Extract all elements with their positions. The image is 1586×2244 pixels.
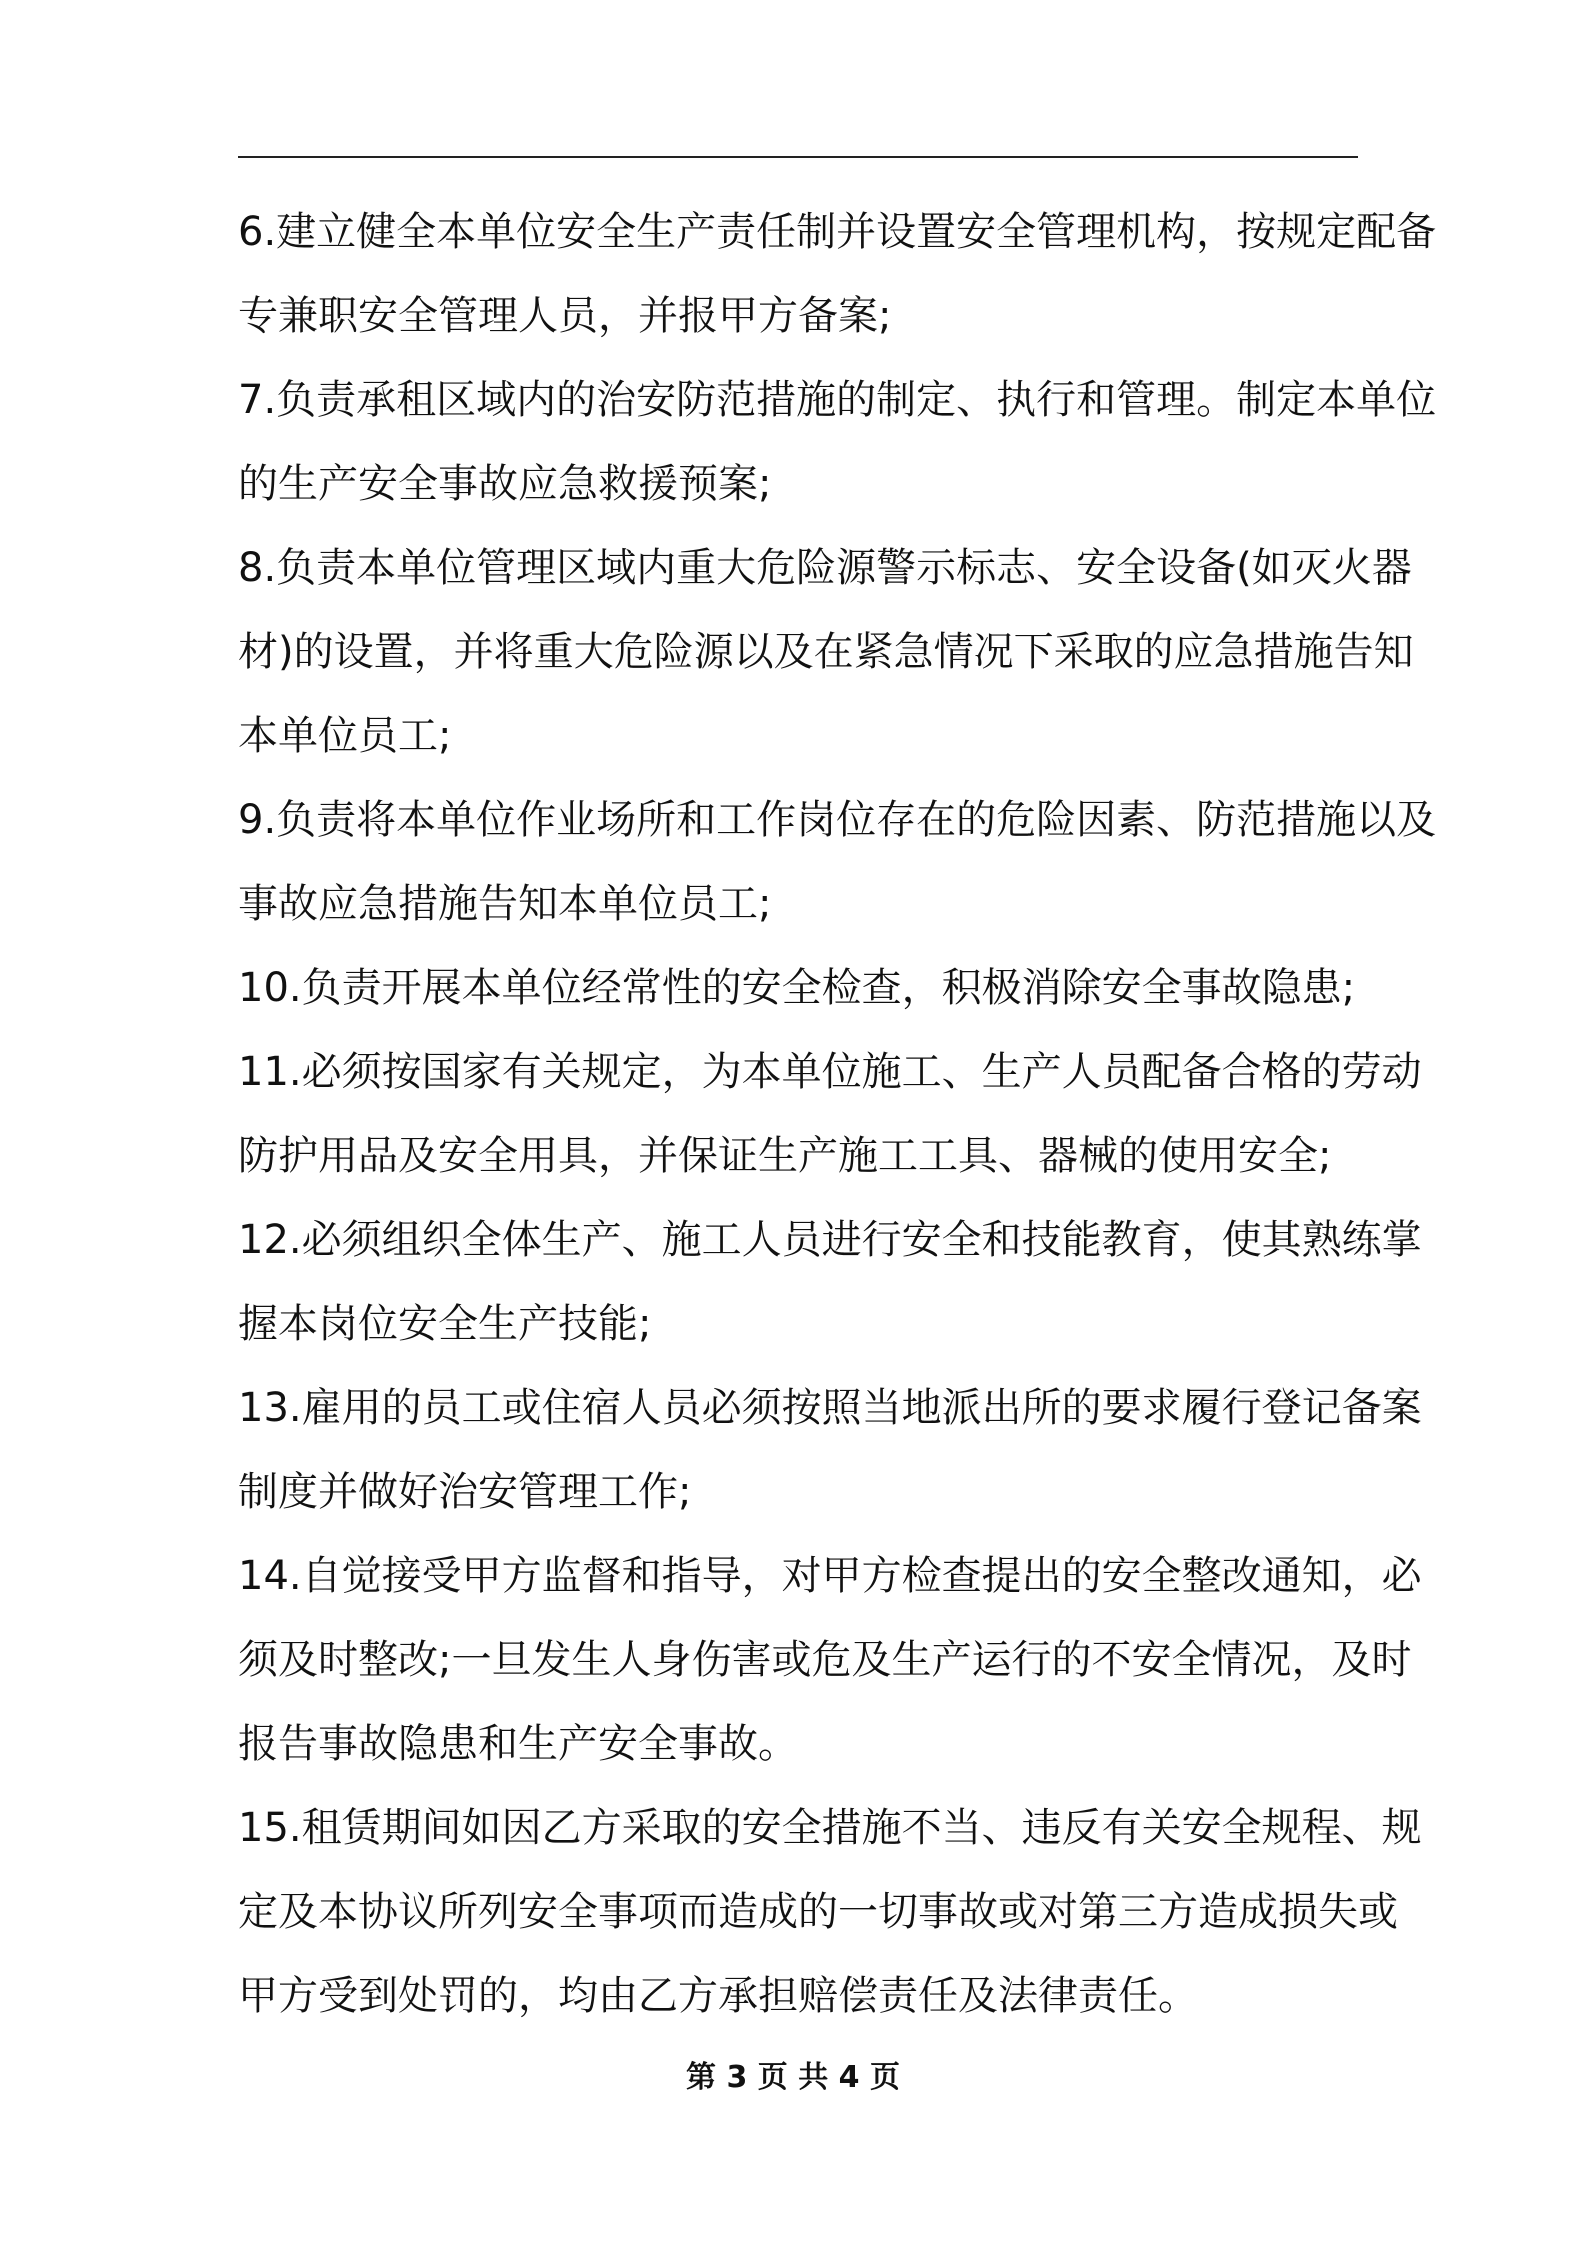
clause-7	[238, 358, 1437, 526]
clause-line: 15.租赁期间如因乙方采取的安全措施不当、违反有关安全规程、规	[238, 1805, 1422, 1851]
clause-line: 握本岗位安全生产技能;	[238, 1301, 652, 1347]
clause-line: 13.雇用的员工或住宿人员必须按照当地派出所的要求履行登记备案	[238, 1385, 1422, 1431]
clause-line: 甲方受到处罚的，均由乙方承担赔偿责任及法律责任。	[238, 1973, 1198, 2019]
clause-line: 防护用品及安全用具，并保证生产施工工具、器械的使用安全;	[238, 1133, 1332, 1179]
clause-15	[238, 1786, 1422, 2038]
clause-line: 7.负责承租区域内的治安防范措施的制定、执行和管理。制定本单位	[238, 377, 1437, 423]
clause-line: 11.必须按国家有关规定，为本单位施工、生产人员配备合格的劳动	[238, 1049, 1422, 1095]
clause-line: 材)的设置，并将重大危险源以及在紧急情况下采取的应急措施告知	[238, 629, 1414, 675]
clause-line: 事故应急措施告知本单位员工;	[238, 881, 772, 927]
clause-line: 9.负责将本单位作业场所和工作岗位存在的危险因素、防范措施以及	[238, 797, 1437, 843]
clause-13	[238, 1366, 1422, 1534]
clause-line: 定及本协议所列安全事项而造成的一切事故或对第三方造成损失或	[238, 1889, 1398, 1935]
page-number-footer: 第 3 页 共 4 页	[686, 2060, 900, 2095]
clause-12	[238, 1198, 1422, 1366]
clause-8	[238, 526, 1414, 778]
clause-line: 专兼职安全管理人员，并报甲方备案;	[238, 293, 892, 339]
clause-line: 6.建立健全本单位安全生产责任制并设置安全管理机构，按规定配备	[238, 209, 1437, 255]
header-rule	[238, 156, 1358, 158]
clause-6	[238, 190, 1437, 358]
document-body	[238, 190, 1437, 2038]
clause-line: 14.自觉接受甲方监督和指导，对甲方检查提出的安全整改通知，必	[238, 1553, 1422, 1599]
clause-line: 的生产安全事故应急救援预案;	[238, 461, 772, 507]
clause-10	[238, 946, 1358, 1030]
clause-line: 12.必须组织全体生产、施工人员进行安全和技能教育，使其熟练掌	[238, 1217, 1422, 1263]
clause-line: 制度并做好治安管理工作;	[238, 1469, 692, 1515]
clause-line: 须及时整改;一旦发生人身伤害或危及生产运行的不安全情况，及时	[238, 1637, 1412, 1683]
clause-line: 8.负责本单位管理区域内重大危险源警示标志、安全设备(如灭火器	[238, 545, 1412, 591]
clause-line: 报告事故隐患和生产安全事故。	[238, 1721, 798, 1767]
clause-line: 10.负责开展本单位经常性的安全检查，积极消除安全事故隐患;	[238, 965, 1356, 1011]
clause-11	[238, 1030, 1422, 1198]
clause-line: 本单位员工;	[238, 713, 452, 759]
clause-9	[238, 778, 1437, 946]
clause-14	[238, 1534, 1422, 1786]
